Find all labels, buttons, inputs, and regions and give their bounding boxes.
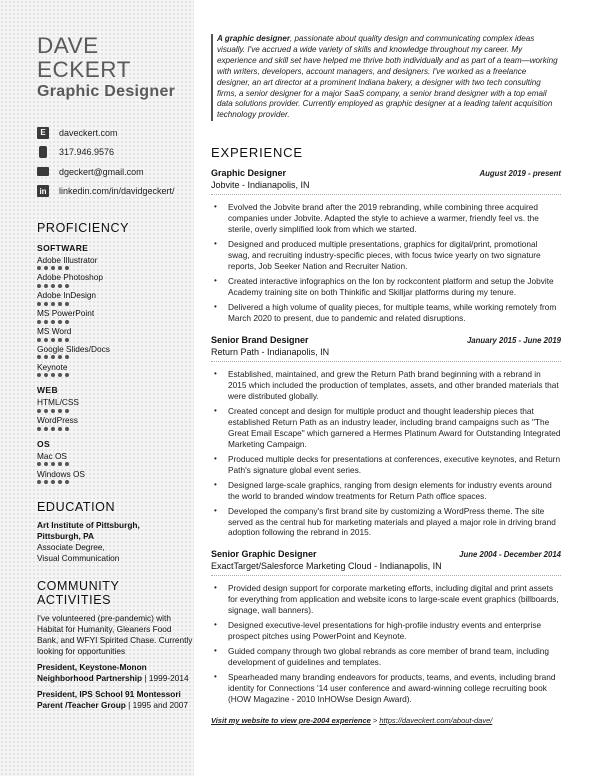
job-company: ExactTarget/Salesforce Marketing Cloud - Indianapolis, IN — [211, 561, 561, 576]
rating-dot-icon — [65, 373, 69, 377]
bullet-item: • Designed and produced multiple presentations, graphics for digital/print, promotional swag, and recruiting industry-specific pieces, with focus twice yearly on two signature reports, Job Seeker Nation and Recruiter Nation. — [211, 239, 561, 272]
bullet-item: • Created concept and design for multiple product and thought leadership pieces that established Return Path as an industry leader, including brand campaigns such as "The Great Email Escape" which garnered a Hermes Platinum Award for Outstanding Integrated Marketing Campaign. — [211, 406, 561, 450]
rating-dot-icon — [58, 284, 62, 288]
rating-dot-icon — [65, 266, 69, 270]
skill-item — [37, 344, 194, 360]
degree-field: Visual Communication — [37, 552, 120, 563]
rating-dot-icon — [37, 355, 41, 359]
rating-dot-icon — [44, 480, 48, 484]
bullet-item: • Evolved the Jobvite brand after the 2019 rebranding, while combining three acquired companies under Jobvite. Adapted the style to achieve a warmer, friendly feel vs. the sterile, overly simplified look from which we started. — [211, 202, 561, 235]
job-header — [211, 168, 561, 178]
skill-name: Google Slides/Docs — [37, 343, 110, 354]
job-entry — [211, 549, 561, 705]
skill-rating — [37, 409, 194, 413]
rating-dot-icon — [44, 302, 48, 306]
skill-name: Windows OS — [37, 468, 85, 479]
role-org: Parent /Teacher Group — [37, 700, 126, 711]
skill-item — [37, 255, 194, 271]
rating-dot-icon — [65, 355, 69, 359]
rating-dot-icon — [44, 373, 48, 377]
bullet-item: • Spearheaded many branding endeavors for products, teams, and events, including brand identity for Connections '14 user conference and award-winning college recruiting book (HOW Magazine - 2010 InHOWse Design Award). — [211, 672, 561, 705]
job-date: January 2015 - June 2019 — [466, 335, 561, 345]
job-company: Jobvite - Indianapolis, IN — [211, 180, 561, 195]
rating-dot-icon — [44, 320, 48, 324]
job-title: Senior Brand Designer — [211, 334, 309, 345]
job-bullets — [211, 202, 561, 324]
job-entry — [211, 168, 561, 324]
bullet-item: • Produced multiple decks for presentations at conferences, executive keynotes, and Return Path's signature global event series. — [211, 454, 561, 476]
skill-name: WordPress — [37, 415, 78, 426]
skill-name: MS Word — [37, 326, 72, 337]
community-role — [37, 662, 194, 684]
skill-name: MS PowerPoint — [37, 308, 95, 319]
skill-item — [37, 397, 194, 413]
skill-item — [37, 326, 194, 342]
rating-dot-icon — [37, 302, 41, 306]
education-heading: EDUCATION — [37, 500, 116, 515]
skill-rating — [37, 320, 194, 324]
proficiency-heading: PROFICIENCY — [37, 220, 130, 235]
os-list — [37, 451, 194, 484]
bullet-item: • Provided design support for corporate marketing efforts, including digital and print assets for everything from application and website icons to large-scale event graphics (billboards, signage, wall banners). — [211, 583, 561, 616]
rating-dot-icon — [65, 320, 69, 324]
rating-dot-icon — [65, 284, 69, 288]
rating-dot-icon — [58, 266, 62, 270]
rating-dot-icon — [44, 427, 48, 431]
software-list — [37, 255, 194, 378]
skill-item — [37, 451, 194, 467]
skill-rating — [37, 302, 194, 306]
rating-dot-icon — [51, 409, 55, 413]
bullet-item: • Guided company through two global rebrands as core member of brand team, including development of guidelines and templates. — [211, 646, 561, 668]
rating-dot-icon — [65, 480, 69, 484]
rating-dot-icon — [58, 338, 62, 342]
rating-dot-icon — [37, 284, 41, 288]
rating-dot-icon — [58, 462, 62, 466]
rating-dot-icon — [65, 427, 69, 431]
summary-block — [211, 34, 561, 121]
summary-body: , passionate about quality design and communicating complex ideas visually. I've accrued a wide variety of skills and knowledge throughout my career. My experience and skill set have helped me thrive both individually and as part of a team—working with writers, developers, account managers, and designers. I've worked as a freelance designer, an art director at a prominent Indiana bakery, a designer with two tech consulting firms, a senior designer for a major SaaS company, a senior brand designer with a top email data solutions provider. Currently employed as graphic designer at a leading talent acquisition technology provider. — [217, 34, 558, 120]
contact-text[interactable]: daveckert.com — [59, 127, 118, 138]
rating-dot-icon — [37, 338, 41, 342]
job-title: Graphic Designer — [211, 168, 287, 179]
skill-name: Adobe Photoshop — [37, 272, 103, 283]
pre-2004-link[interactable]: Visit my website to view pre-2004 experience — [211, 715, 371, 725]
footer-link-line — [211, 716, 561, 725]
rating-dot-icon — [44, 355, 48, 359]
rating-dot-icon — [51, 266, 55, 270]
rating-dot-icon — [44, 284, 48, 288]
rating-dot-icon — [44, 409, 48, 413]
rating-dot-icon — [51, 373, 55, 377]
rating-dot-icon — [44, 462, 48, 466]
community-roles — [37, 662, 194, 711]
footer-arrow: > — [370, 715, 380, 725]
skill-rating — [37, 480, 194, 484]
rating-dot-icon — [51, 284, 55, 288]
school-location: Pittsburgh, PA — [37, 530, 95, 541]
rating-dot-icon — [58, 427, 62, 431]
main-column — [211, 34, 561, 725]
bullet-item: • Developed the company's first brand site by customizing a WordPress theme. The site served as the central hub for marketing materials and played a major role in driving brand adoption following the rebrand in 2015. — [211, 506, 561, 539]
contact-row[interactable] — [37, 123, 194, 142]
job-date: August 2019 - present — [479, 169, 561, 179]
skill-rating — [37, 373, 194, 377]
rating-dot-icon — [58, 373, 62, 377]
rating-dot-icon — [37, 462, 41, 466]
rating-dot-icon — [44, 266, 48, 270]
skill-item — [37, 362, 194, 378]
rating-dot-icon — [37, 320, 41, 324]
rating-dot-icon — [65, 338, 69, 342]
skill-item — [37, 469, 194, 485]
job-header — [211, 335, 561, 345]
rating-dot-icon — [58, 409, 62, 413]
contact-list — [37, 123, 194, 201]
software-heading: SOFTWARE — [37, 242, 89, 253]
about-url-link[interactable]: https://daveckert.com/about-dave/ — [379, 715, 493, 725]
skill-rating — [37, 284, 194, 288]
job-company: Return Path - Indianapolis, IN — [211, 347, 561, 362]
rating-dot-icon — [65, 409, 69, 413]
rating-dot-icon — [51, 355, 55, 359]
linkedin-icon: in — [37, 185, 49, 197]
rating-dot-icon — [37, 373, 41, 377]
skill-rating — [37, 462, 194, 466]
phone-icon — [39, 146, 47, 158]
bullet-item: • Established, maintained, and grew the Return Path brand beginning with a rebrand in 2015 which included the production of templates, assets, and other branded materials that were distributed globally. — [211, 369, 561, 402]
web-heading: WEB — [37, 385, 59, 396]
rating-dot-icon — [58, 355, 62, 359]
rating-dot-icon — [58, 320, 62, 324]
role-title: President, IPS School 91 Montessori — [37, 689, 181, 700]
rating-dot-icon — [51, 302, 55, 306]
skill-item — [37, 272, 194, 288]
job-date: June 2004 - December 2014 — [459, 550, 561, 560]
rating-dot-icon — [37, 266, 41, 270]
skill-rating — [37, 355, 194, 359]
experience-heading: EXPERIENCE — [211, 145, 303, 161]
rating-dot-icon — [51, 480, 55, 484]
job-header — [211, 549, 561, 559]
contact-row[interactable] — [37, 162, 194, 181]
degree-type: Associate Degree, — [37, 541, 105, 552]
skill-name: Adobe InDesign — [37, 290, 97, 301]
bullet-item: • Delivered a high volume of quality pieces, for multiple teams, while working remotely from March 2020 to present, due to pandemic and related disruptions. — [211, 302, 561, 324]
email-icon — [37, 167, 49, 176]
rating-dot-icon — [37, 409, 41, 413]
community-heading: COMMUNITY ACTIVITIES — [37, 579, 120, 608]
role-title: President, Keystone-Monon — [37, 662, 147, 673]
skill-rating — [37, 427, 194, 431]
contact-text[interactable]: 317.946.9576 — [59, 147, 115, 157]
role-years: | 1999-2014 — [142, 673, 189, 684]
rating-dot-icon — [37, 427, 41, 431]
job-title-header: Graphic Designer — [37, 83, 176, 100]
education-block — [37, 520, 194, 563]
role-years: | 1995 and 2007 — [125, 700, 188, 711]
contact-text[interactable]: dgeckert@gmail.com — [59, 166, 144, 177]
skill-item — [37, 290, 194, 306]
experience-list — [211, 168, 561, 705]
skill-item — [37, 308, 194, 324]
rating-dot-icon — [51, 338, 55, 342]
skill-rating — [37, 266, 194, 270]
job-title: Senior Graphic Designer — [211, 549, 317, 560]
skill-name: Keynote — [37, 361, 68, 372]
rating-dot-icon — [51, 427, 55, 431]
role-org: Neighborhood Partnership — [37, 673, 143, 684]
website-icon: E — [37, 127, 49, 139]
rating-dot-icon — [58, 480, 62, 484]
community-description: I've volunteered (pre-pandemic) with Habitat for Humanity, Gleaners Food Bank, and WFYI Spirited Chase. Currently looking for opportunities — [37, 613, 193, 657]
school-name: Art Institute of Pittsburgh, — [37, 520, 140, 531]
bullet-item: • Designed large-scale graphics, ranging from design elements for industry events around the world to branded window treatments for Return Path office spaces. — [211, 480, 561, 502]
rating-dot-icon — [44, 338, 48, 342]
contact-row[interactable] — [37, 182, 194, 201]
job-bullets — [211, 583, 561, 705]
rating-dot-icon — [37, 480, 41, 484]
skill-item — [37, 415, 194, 431]
community-role — [37, 689, 194, 711]
skill-rating — [37, 338, 194, 342]
skill-name: Mac OS — [37, 450, 67, 461]
summary-lead: A graphic designer — [217, 34, 291, 43]
bullet-item: • Created interactive infographics on the Ion by rockcontent platform and setup the Jobvite Academy training site on both Thinkific and Skilljar platforms during my tenure. — [211, 276, 561, 298]
rating-dot-icon — [58, 302, 62, 306]
contact-row[interactable] — [37, 143, 194, 162]
rating-dot-icon — [51, 462, 55, 466]
os-heading: OS — [37, 438, 51, 449]
job-entry — [211, 335, 561, 538]
rating-dot-icon — [65, 302, 69, 306]
rating-dot-icon — [65, 462, 69, 466]
job-bullets — [211, 369, 561, 538]
rating-dot-icon — [51, 320, 55, 324]
contact-text[interactable]: linkedin.com/in/davidgeckert/ — [59, 186, 175, 196]
skill-name: HTML/CSS — [37, 397, 79, 408]
skill-name: Adobe Illustrator — [37, 254, 98, 265]
sidebar — [0, 0, 194, 776]
person-name: DAVE ECKERT — [37, 33, 131, 82]
bullet-item: • Designed executive-level presentations for high-profile industry events and enterprise prospect pitches using PowerPoint and Keynote. — [211, 620, 561, 642]
web-list — [37, 397, 194, 430]
